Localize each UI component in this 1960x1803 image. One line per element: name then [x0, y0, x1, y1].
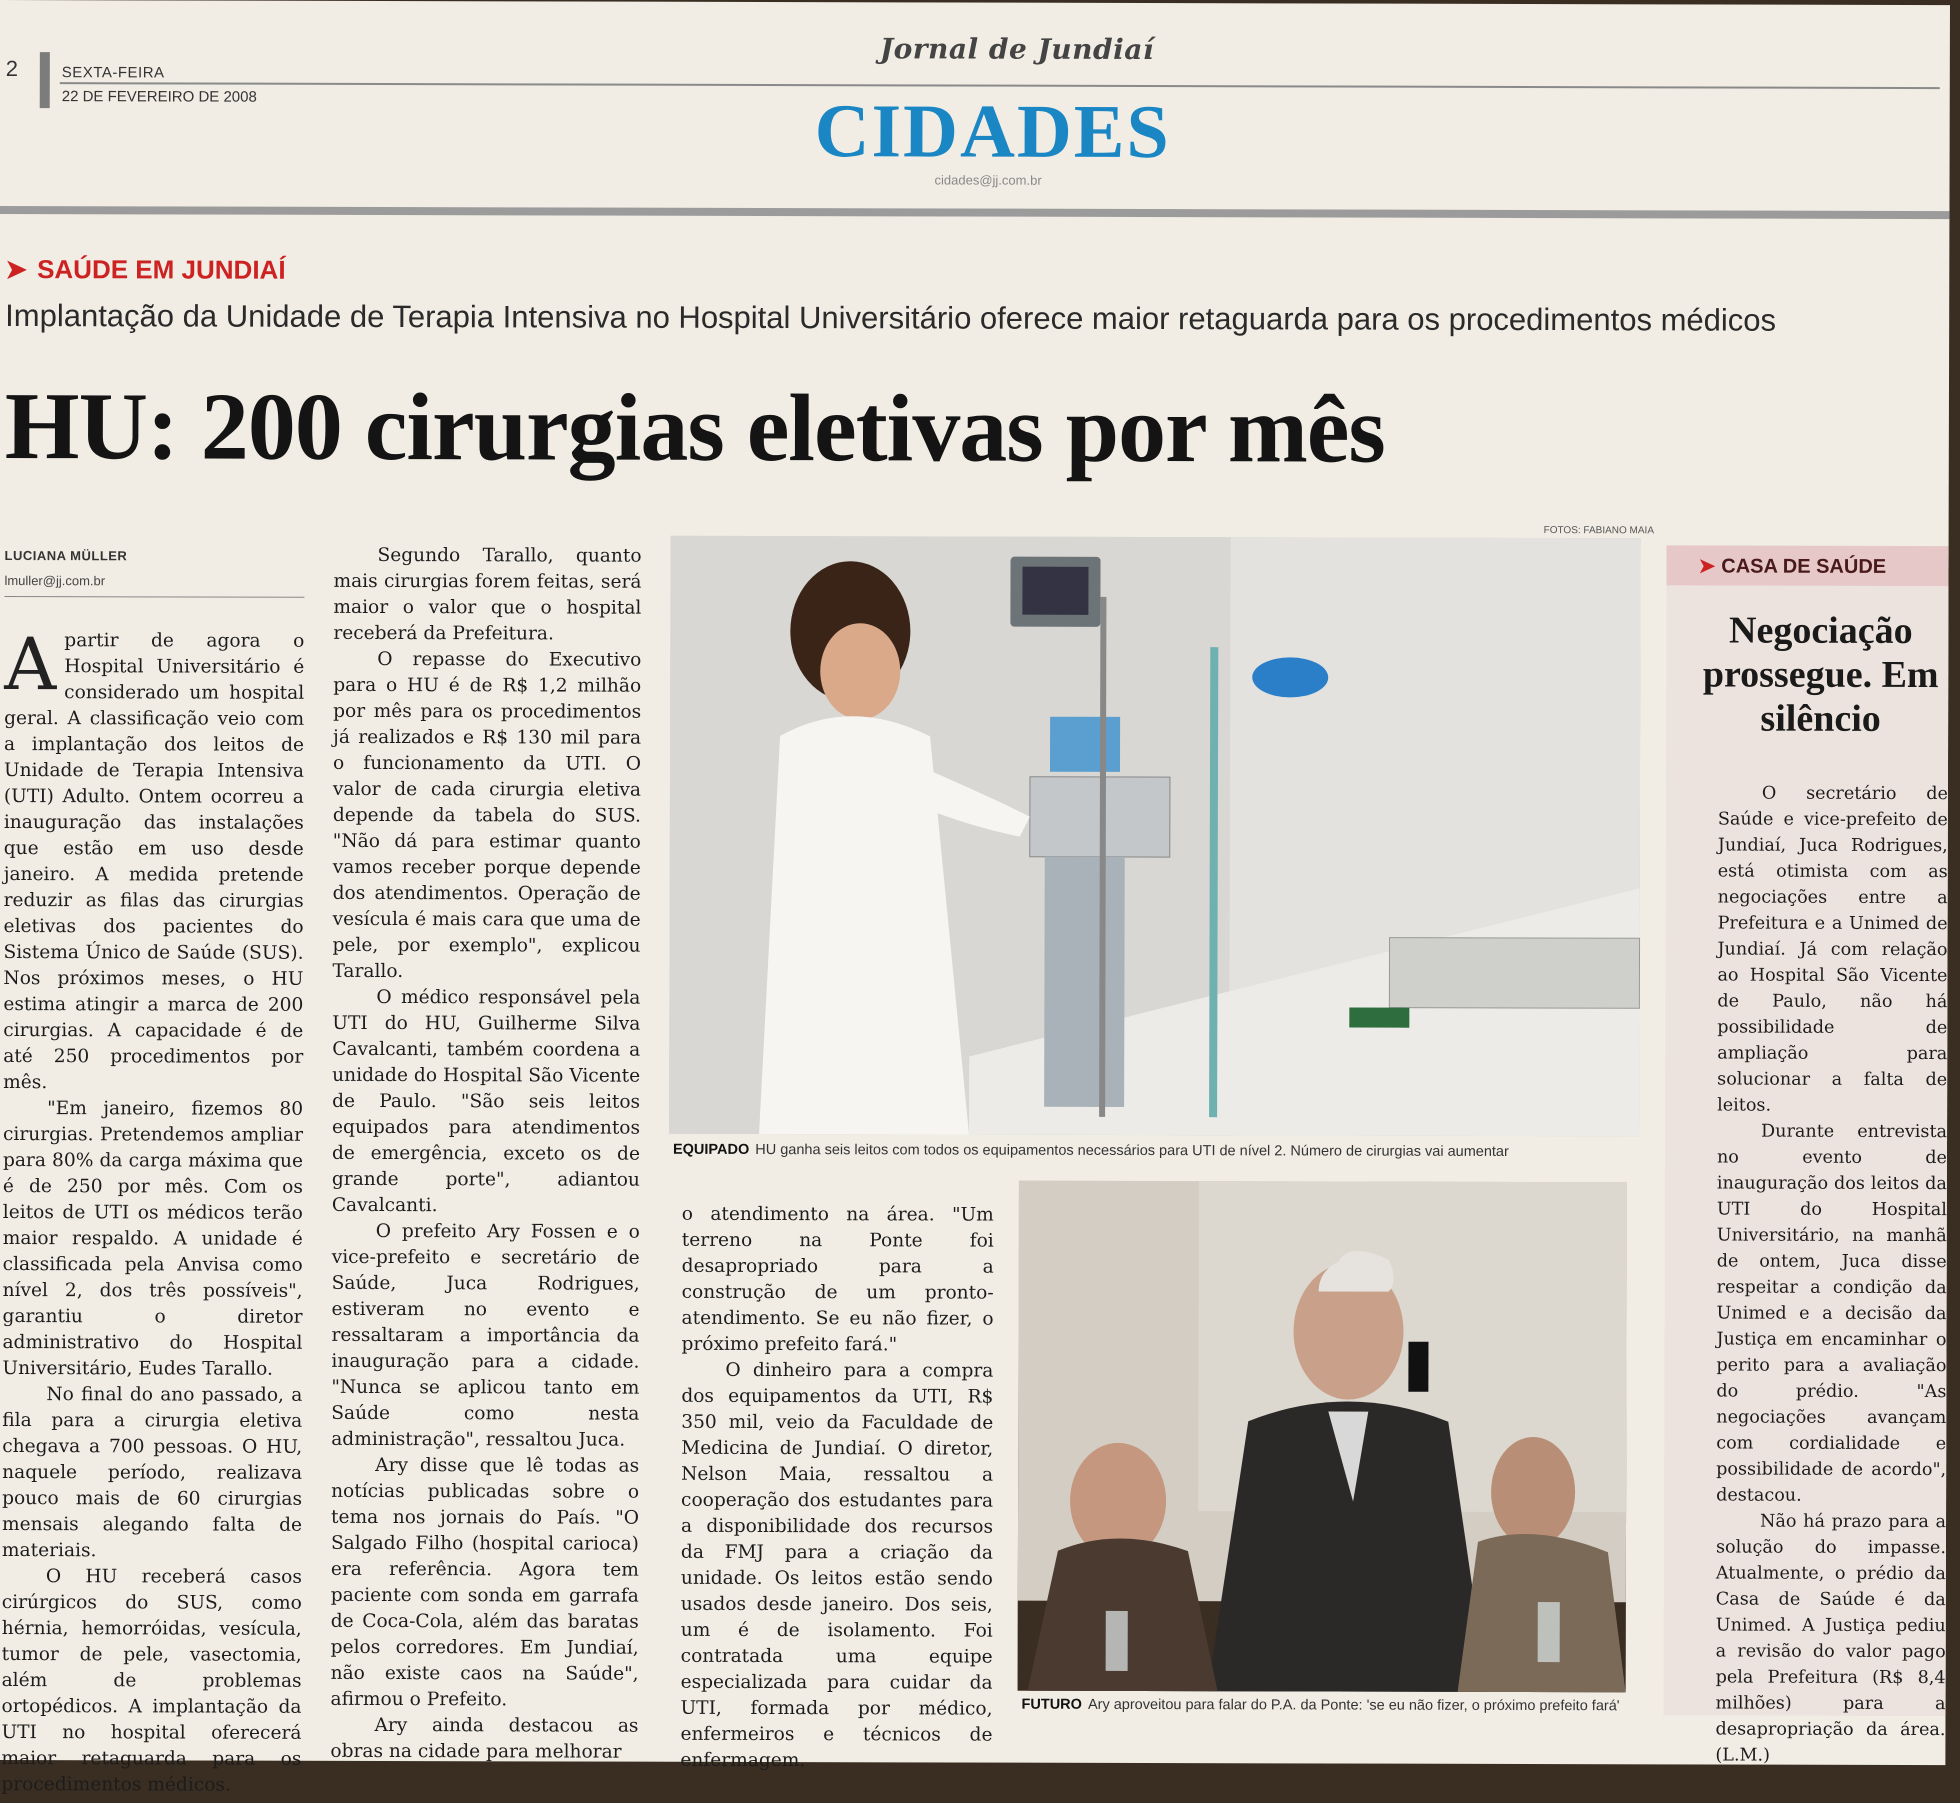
- photo-mayor-speech: [1018, 1181, 1627, 1693]
- event-illustration: [1018, 1181, 1627, 1693]
- article-column-3: [680, 1202, 993, 1775]
- section-title: CIDADES: [814, 89, 1171, 175]
- caption-text: Ary aproveitou para falar do P.A. da Ponte: 'se eu não fizer, o próximo prefeito fará': [1087, 1696, 1620, 1715]
- headline: HU: 200 cirurgias eletivas por mês: [4, 372, 1386, 483]
- paragraph: No final do ano passado, a fila para a cirurgia eletiva chegava a 700 pessoas. O HU, naquele período, realizava pouco mais de 60 cirurgias mensais alegando falta de materiais.: [1, 1384, 303, 1562]
- date: 22 DE FEVEREIRO DE 2008: [61, 88, 257, 106]
- paragraph: Não há prazo para a solução do impasse. Atualmente, o prédio da Casa de Saúde é da Unimed. A Justiça pediu a revisão do valor pago pela Prefeitura (R$ 8,4 milhões) para a desapropriação da área. (L.M.): [1715, 1511, 1947, 1766]
- byline-email: lmuller@jj.com.br: [4, 573, 106, 589]
- paragraph: O médico responsável pela UTI do HU, Guilherme Silva Cavalcanti, também coordena a unidade do Hospital São Vicente de Paulo. "São seis leitos equipados para atendimentos de emergência, exceto os de grande porte", adiantou Cavalcanti.: [331, 986, 641, 1217]
- paragraph: Ary disse que lê todas as notícias publicadas sobre o tema nos jornais do País. "O Salgado Filho (hospital carioca) era referência. Agora tem paciente com sonda em garrafa de Coca-Cola, além das baratas pelos corredores. Em Jundiaí, não existe caos na Saúde", afirmou o Prefeito.: [330, 1454, 640, 1711]
- sidebar-column: [1715, 781, 1948, 1770]
- page-number-bar: [40, 52, 50, 108]
- caption-tag: FUTURO: [1021, 1696, 1082, 1713]
- paragraph: O repasse do Executivo para o HU é de R$ 1,2 milhão por mês para os procedimentos já realizados e R$ 130 mil para o funcionamento da UTI. O valor de cada cirurgia eletiva depende da tabela do SUS. "Não dá para estimar quanto vamos receber porque depende dos atendimentos. Operação de vesícula é mais cara que uma de pele, por exemplo", explicou Tarallo.: [332, 648, 642, 983]
- photo-icu-nurse: [669, 536, 1641, 1137]
- paragraph: Apartir de agora o Hospital Universitário é considerado um hospital geral. A classificação veio com a implantação dos leitos de Unidade de Terapia Intensiva (UTI) Adulto. Ontem ocorreu a inauguração das instalações que estão em uso desde janeiro. A medida pretende reduzir as filas das cirurgias eletivas dos pacientes do Sistema Único de Saúde (SUS). Nos próximos meses, o HU estima atingir a marca de 200 cirurgias. A capacidade é de até 250 procedimentos por mês.: [3, 622, 305, 1094]
- icu-room-illustration: [669, 536, 1641, 1137]
- dropcap: A: [4, 622, 57, 707]
- sidebar-tag-label: CASA DE SAÚDE: [1721, 555, 1887, 578]
- paragraph: "Em janeiro, fizemos 80 cirurgias. Pretendemos ampliar para 80% da carga máxima que é de 250 por mês. Com os leitos de UTI os médicos terão maior respaldo. A unidade é classificada pela Anvisa como nível 2, dos três possíveis", garantiu o diretor administrativo do Hospital Universitário, Eudes Tarallo.: [2, 1098, 304, 1380]
- byline-name: LUCIANA MÜLLER: [4, 548, 128, 564]
- newspaper-name: Jornal de Jundiaí: [879, 32, 1155, 67]
- sidebar-headline: Negociação prossegue. Em silêncio: [1702, 609, 1939, 740]
- paragraph: O prefeito Ary Fossen e o vice-prefeito e secretário de Saúde, Juca Rodrigues, estiveram no evento e ressaltaram a importância da inauguração para a cidade. "Nunca se aplicou tanto em Saúde como nesta administração", ressaltou Juca.: [331, 1220, 640, 1451]
- article-column-2: [330, 543, 641, 1766]
- sidebar-tag: [1666, 545, 1948, 586]
- arrow-icon: ➤: [1698, 555, 1716, 578]
- paragraph: Segundo Tarallo, quanto mais cirurgias forem feitas, será maior o valor que o hospital receberá da Prefeitura.: [333, 544, 642, 645]
- section-email: cidades@jj.com.br: [934, 172, 1042, 188]
- caption-tag: EQUIPADO: [672, 1141, 750, 1158]
- paragraph: Ary ainda destacou as obras na cidade para melhorar: [330, 1714, 639, 1763]
- kicker-label: SAÚDE EM JUNDIAÍ: [37, 254, 286, 285]
- paragraph: o atendimento na área. "Um terreno na Ponte foi desapropriado para a construção de um pronto-atendimento. Se eu não fizer, o próximo prefeito fará.": [681, 1203, 994, 1356]
- section-rule: [0, 206, 1949, 219]
- weekday: SEXTA-FEIRA: [61, 64, 165, 82]
- paragraph: Durante entrevista no evento de inauguração dos leitos da UTI do Hospital Universitário, na manhã de ontem, Juca disse respeitar a condição da Unimed e a decisão da Justiça em encaminhar o perito para a avaliação do prédio. "As negociações avançam com cordialidade e possibilidade de acordo", destacou.: [1716, 1121, 1948, 1506]
- photo1-caption: [673, 1142, 1509, 1160]
- photo-credit: FOTOS: FABIANO MAIA: [1543, 525, 1655, 537]
- arrow-icon: ➤: [5, 254, 28, 285]
- paragraph: O secretário de Saúde e vice-prefeito de Jundiaí, Juca Rodrigues, está otimista com as negociações entre a Prefeitura e a Unimed de Jundiaí. Já com relação ao Hospital São Vicente de Paulo, não há possibilidade de ampliação para solucionar a falta de leitos.: [1717, 783, 1948, 1116]
- paragraph: O HU receberá casos cirúrgicos do SUS, como hérnia, hemorróidas, vesícula, tumor de pele, vasectomia, além de problemas ortopédicos. A implantação da UTI no hospital oferecerá maior retaguarda para os procedimentos médicos.: [1, 1566, 302, 1796]
- paragraph: O dinheiro para a compra dos equipamentos da UTI, R$ 350 mil, veio da Faculdade de Medicina de Jundiaí. O diretor, Nelson Maia, ressaltou a cooperação dos estudantes para a disponibilidade dos recursos da FMJ para a criação da unidade. Os leitos estão sendo usados desde janeiro. Dos seis, um é de isolamento. Foi contratada uma equipe especializada para cuidar da UTI, formada por médico, enfermeiros e técnicos de enfermagem.: [680, 1359, 994, 1772]
- article-column-1: [1, 622, 305, 1799]
- page-number: 2: [5, 56, 19, 82]
- photo2-caption: [1022, 1697, 1642, 1715]
- byline-rule: [4, 596, 304, 598]
- kicker: [5, 254, 285, 286]
- caption-text: HU ganha seis leitos com todos os equipamentos necessários para UTI de nível 2. Número de cirurgias vai aumentar: [755, 1141, 1509, 1160]
- subhead: Implantação da Unidade de Terapia Intensiva no Hospital Universitário oferece maior retaguarda para os procedimentos médicos: [5, 298, 1777, 338]
